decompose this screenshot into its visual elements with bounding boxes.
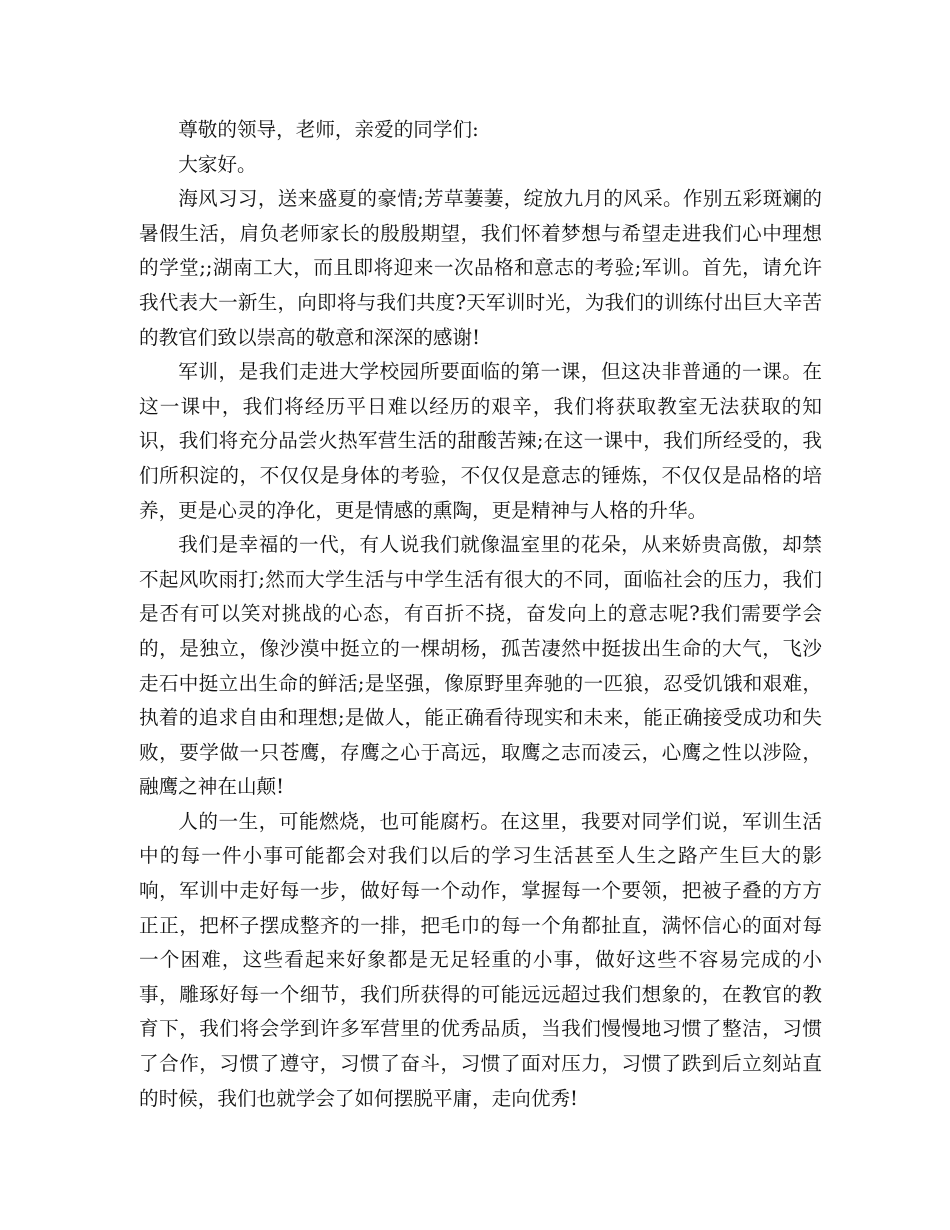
paragraph-4: 人的一生，可能燃烧，也可能腐朽。在这里，我要对同学们说，军训生活中的每一件小事可能都会对我们以后的学习生活甚至人生之路产生巨大的影响，军训中走好每一步，做好每一个动作，掌握每一个要领，把被子叠的方方正正，把杯子摆成整齐的一排，把毛巾的每一个角都扯直，满怀信心的面对每一个困难，这些看起来好象都是无足轻重的小事，做好这些不容易完成的小事，雕琢好每一个细节，我们所获得的可能远远超过我们想象的，在教官的教育下，我们将会学到许多军营里的优秀品质，当我们慢慢地习惯了整洁，习惯了合作，习惯了遵守，习惯了奋斗，习惯了面对压力，习惯了跌到后立刻站直的时候，我们也就学会了如何摆脱平庸，走向优秀! [139,809,822,1110]
paragraph-3: 我们是幸福的一代，有人说我们就像温室里的花朵，从来娇贵高傲，却禁不起风吹雨打;然而大学生活与中学生活有很大的不同，面临社会的压力，我们是否有可以笑对挑战的心态，有百折不挠，奋发向上的意志呢?我们需要学会的，是独立，像沙漠中挺立的一棵胡杨，孤苦凄然中挺拔出生命的大气，飞沙走石中挺立出生命的鲜活;是坚强，像原野里奔驰的一匹狼，忍受饥饿和艰难，执着的追求自由和理想;是做人，能正确看待现实和未来，能正确接受成功和失败，要学做一只苍鹰，存鹰之心于高远，取鹰之志而凌云，心鹰之性以涉险，融鹰之神在山颠! [139,533,822,799]
document-page [139,113,822,1116]
greeting: 大家好。 [178,152,257,176]
salutation: 尊敬的领导，老师，亲爱的同学们: [178,118,479,141]
paragraph-2: 军训，是我们走进大学校园所要面临的第一课，但这决非普通的一课。在这一课中，我们将经历平日难以经历的艰辛，我们将获取教室无法获取的知识，我们将充分品尝火热军营生活的甜酸苦辣;在这一课中，我们所经受的，我们所积淀的，不仅仅是身体的考验，不仅仅是意志的锤炼，不仅仅是品格的培养，更是心灵的净化，更是情感的熏陶，更是精神与人格的升华。 [139,360,822,522]
paragraph-1: 海风习习，送来盛夏的豪情;芳草萋萋，绽放九月的风采。作别五彩斑斓的暑假生活，肩负老师家长的殷殷期望，我们怀着梦想与希望走进我们心中理想的学堂;;湖南工大，而且即将迎来一次品格和意志的考验;军训。首先，请允许我代表大一新生，向即将与我们共度?天军训时光，为我们的训练付出巨大辛苦的教官们致以崇高的敬意和深深的感谢! [139,187,822,349]
